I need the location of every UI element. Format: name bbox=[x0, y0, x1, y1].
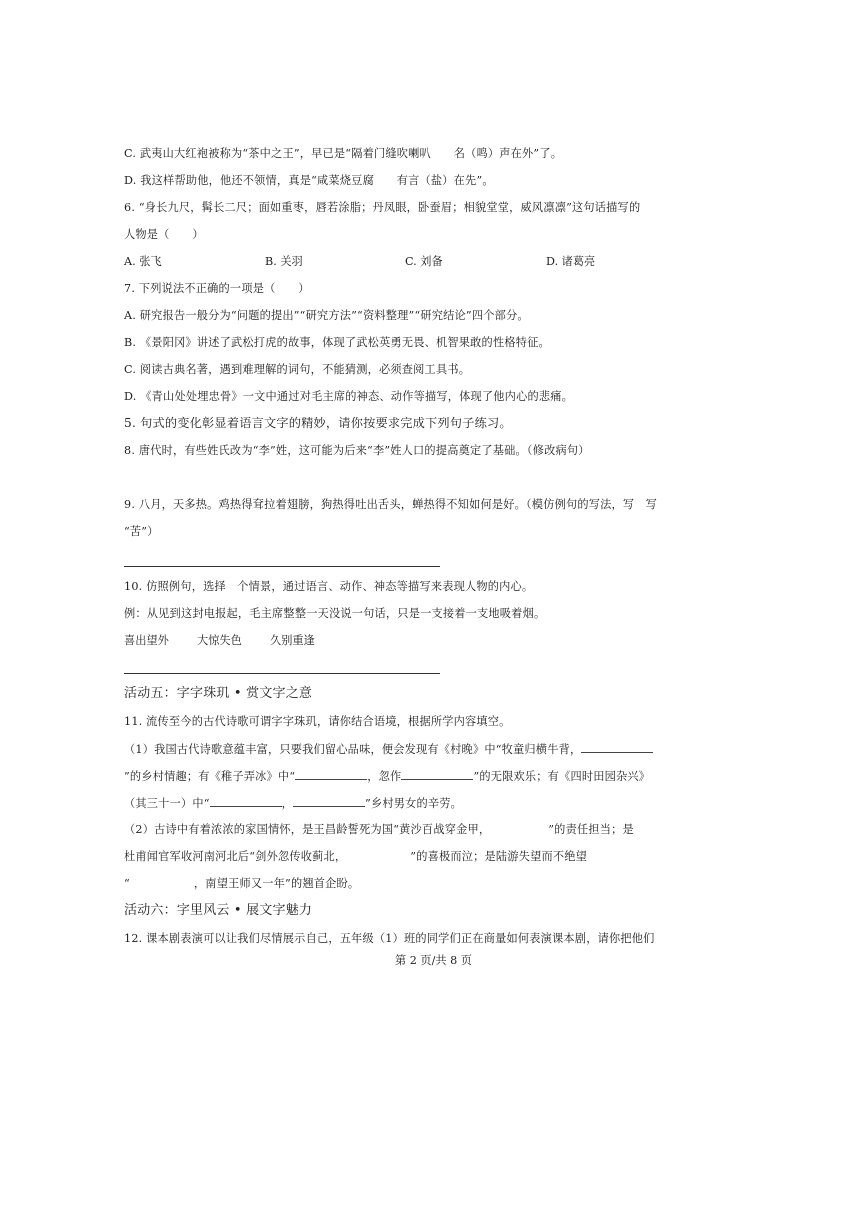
blank-2[interactable] bbox=[295, 768, 367, 780]
q11-stem: 11. 流传至今的古代诗歌可谓字字珠玑，请你结合语境，根据所学内容填空。 bbox=[124, 715, 511, 728]
q7-option-b: B. 《景阳冈》讲述了武松打虎的故事，体现了武松英勇无畏、机智果敢的性格特征。 bbox=[124, 336, 550, 349]
blank-3[interactable] bbox=[401, 768, 473, 780]
q12-stem: 12. 课本剧表演可以让我们尽情展示自己，五年级（1）班的同学们正在商量如何表演课本剧，请你把他们 bbox=[124, 932, 655, 945]
q5-option-c: C. 武夷山大红袍被称为“茶中之王”，早已是“隔着门缝吹喇叭 名（鸣）声在外”了。 bbox=[124, 147, 563, 160]
q10-stem: 10. 仿照例句，选择 个情景，通过语言、动作、神态等描写来表现人物的内心。 bbox=[124, 580, 534, 593]
q9-stem-2: “苦”） bbox=[124, 525, 159, 538]
q7-option-c: C. 阅读古典名著，遇到难理解的词句，不能猜测，必须查阅工具书。 bbox=[124, 363, 471, 376]
q9-stem-1: 9. 八月，天多热。鸡热得耷拉着翅膀，狗热得吐出舌头，蝉热得不知如何是好。（模仿例句的写法，写 写 bbox=[124, 498, 658, 511]
blank-5[interactable] bbox=[293, 795, 365, 807]
q5-option-d: D. 我这样帮助他，他还不领情，真是“咸菜烧豆腐 有言（盐）在先”。 bbox=[124, 174, 494, 187]
q7-option-d: D. 《青山处处埋忠骨》一文中通过对毛主席的神态、动作等描写，体现了他内心的悲痛。 bbox=[124, 390, 574, 403]
idiom-1: 喜出望外 bbox=[124, 634, 169, 647]
q11-part2-line2: 杜甫闻官军收河南河北后“剑外忽传收蓟北， ”的喜极而泣；是陆游失望而不绝望 bbox=[124, 850, 588, 863]
section5-heading: 5. 句式的变化彰显着语言文字的精妙，请你按要求完成下列句子练习。 bbox=[124, 416, 512, 430]
q6-option-b: B. 关羽 bbox=[265, 255, 303, 268]
activity5-heading: 活动五：字字珠玑 • 赏文字之意 bbox=[124, 686, 313, 701]
q6-stem-2: 人物是（ ） bbox=[124, 228, 204, 241]
q8-stem: 8. 唐代时，有些姓氏改为“李”姓，这可能为后来“李”姓人口的提高奠定了基础。（修改病句） bbox=[124, 444, 590, 457]
q10-example: 例：从见到这封电报起，毛主席整整一天没说一句话，只是一支接着一支地吸着烟。 bbox=[124, 607, 546, 620]
q7-option-a: A. 研究报告一般分为“问题的提出”“研究方法”“资料整理”“研究结论”四个部分。 bbox=[124, 309, 529, 322]
idiom-3: 久别重逢 bbox=[270, 634, 315, 647]
q11-part1-line3: （其三十一）中“ ， ”乡村男女的辛劳。 bbox=[124, 797, 463, 810]
q6-option-d: D. 诸葛亮 bbox=[546, 255, 596, 268]
q11-part2-line3: “ ，南望王师又一年”的翘首企盼。 bbox=[124, 877, 360, 890]
q11-part2-line1: （2）古诗中有着浓浓的家国情怀，是王昌龄誓死为国“黄沙百战穿金甲， ”的责任担当；是 bbox=[124, 823, 634, 836]
blank-1[interactable] bbox=[581, 741, 653, 753]
activity6-heading: 活动六：字里风云 • 展文字魅力 bbox=[124, 903, 313, 918]
q10-answer-line[interactable] bbox=[124, 673, 440, 674]
q6-option-a: A. 张飞 bbox=[124, 255, 162, 268]
idiom-2: 大惊失色 bbox=[197, 634, 242, 647]
q11-part1-line1: （1）我国古代诗歌意蕴丰富，只要我们留心品味，便会发现有《村晚》中“牧童归横牛背， bbox=[124, 741, 653, 758]
q11-part1-line2: ”的乡村情趣；有《稚子弄冰》中“ ，忽作 ”的无限欢乐；有《四时田园杂兴》 bbox=[124, 770, 651, 783]
blank-4[interactable] bbox=[210, 795, 282, 807]
page-footer: 第 2 页/共 8 页 bbox=[395, 954, 472, 967]
q6-stem-1: 6. “身长九尺，髯长二尺；面如重枣，唇若涂脂；丹凤眼，卧蚕眉；相貌堂堂，威风凛凛”这句话描写的 bbox=[124, 201, 641, 214]
q9-answer-line[interactable] bbox=[124, 566, 440, 567]
q7-stem: 7. 下列说法不正确的一项是（ ） bbox=[124, 282, 310, 295]
q6-option-c: C. 刘备 bbox=[405, 255, 443, 268]
